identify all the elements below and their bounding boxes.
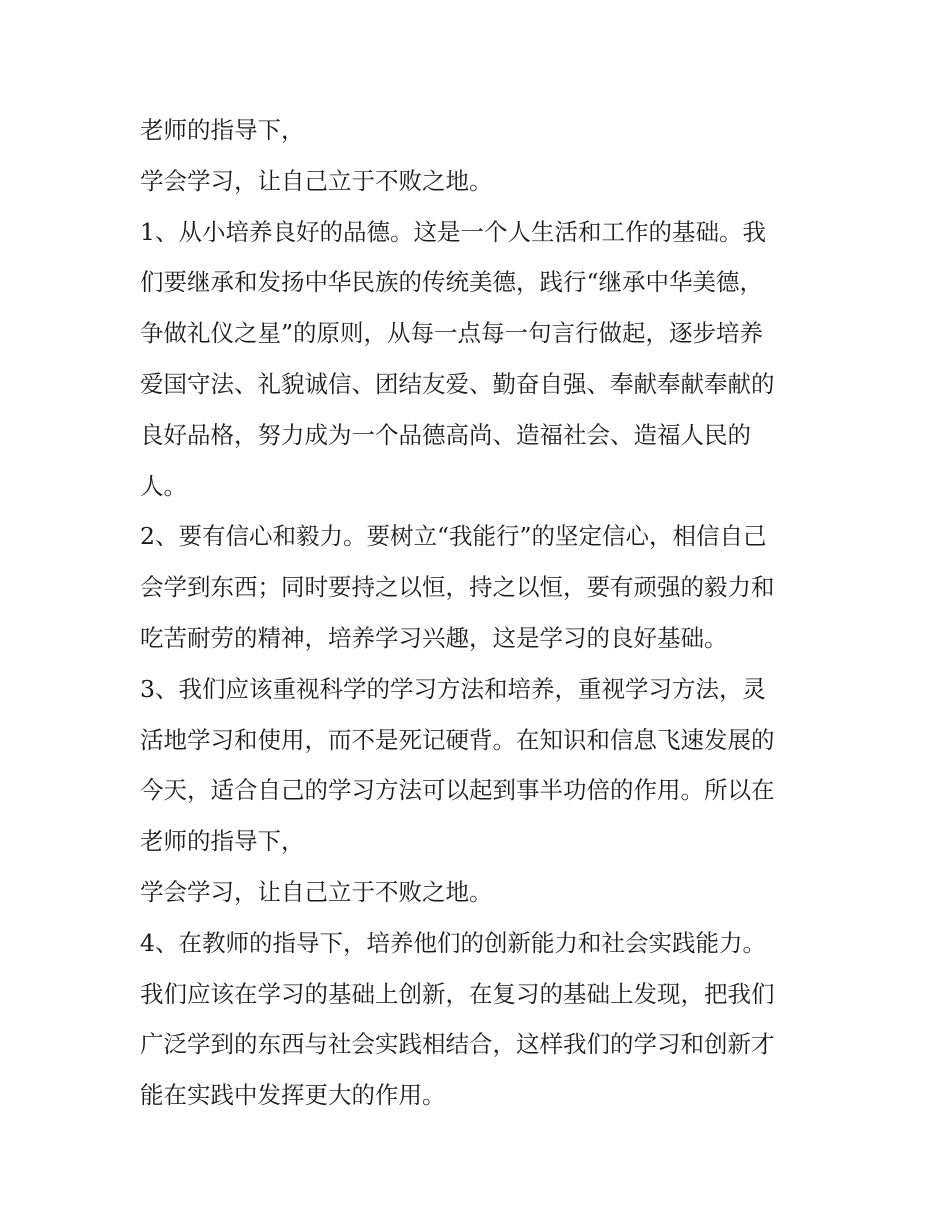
paragraph-1-line: 1、从小培养良好的品德。这是一个人生活和工作的基础。我 [140, 217, 766, 246]
paragraph-4-line: 能在实践中发挥更大的作用。 [140, 1081, 446, 1110]
paragraph-1-line: 们要继承和发扬中华民族的传统美德，践行“继承中华美德， [140, 268, 764, 297]
text-line: 学会学习，让自己立于不败之地。 [140, 166, 493, 195]
paragraph-4-line: 广泛学到的东西与社会实践相结合，这样我们的学习和创新才 [140, 1030, 775, 1059]
paragraph-3-line: 活地学习和使用，而不是死记硬背。在知识和信息飞速发展的 [140, 725, 775, 754]
paragraph-4-line: 4、在教师的指导下，培养他们的创新能力和社会实践能力。 [140, 928, 766, 957]
paragraph-1-line: 爱国守法、礼貌诚信、团结友爱、勤奋自强、奉献奉献奉献的 [140, 369, 775, 398]
paragraph-2-line: 吃苦耐劳的精神，培养学习兴趣，这是学习的良好基础。 [140, 623, 728, 652]
paragraph-1-line: 良好品格，努力成为一个品德高尚、造福社会、造福人民的 [140, 420, 751, 449]
paragraph-3-line: 今天，适合自己的学习方法可以起到事半功倍的作用。所以在 [140, 776, 775, 805]
text-line: 学会学习，让自己立于不败之地。 [140, 877, 493, 906]
paragraph-2-line: 会学到东西；同时要持之以恒，持之以恒，要有顽强的毅力和 [140, 573, 775, 602]
paragraph-1-line: 争做礼仪之星”的原则，从每一点每一句言行做起，逐步培养 [140, 319, 764, 348]
paragraph-4-line: 我们应该在学习的基础上创新，在复习的基础上发现，把我们 [140, 979, 775, 1008]
paragraph-3-line: 3、我们应该重视科学的学习方法和培养，重视学习方法，灵 [140, 674, 766, 703]
document-body [140, 105, 820, 1121]
text-line: 老师的指导下， [140, 827, 305, 856]
paragraph-2-line: 2、要有信心和毅力。要树立“我能行”的坚定信心，相信自己 [140, 522, 767, 551]
paragraph-1-line: 人。 [140, 471, 187, 500]
text-line: 老师的指导下， [140, 116, 305, 144]
